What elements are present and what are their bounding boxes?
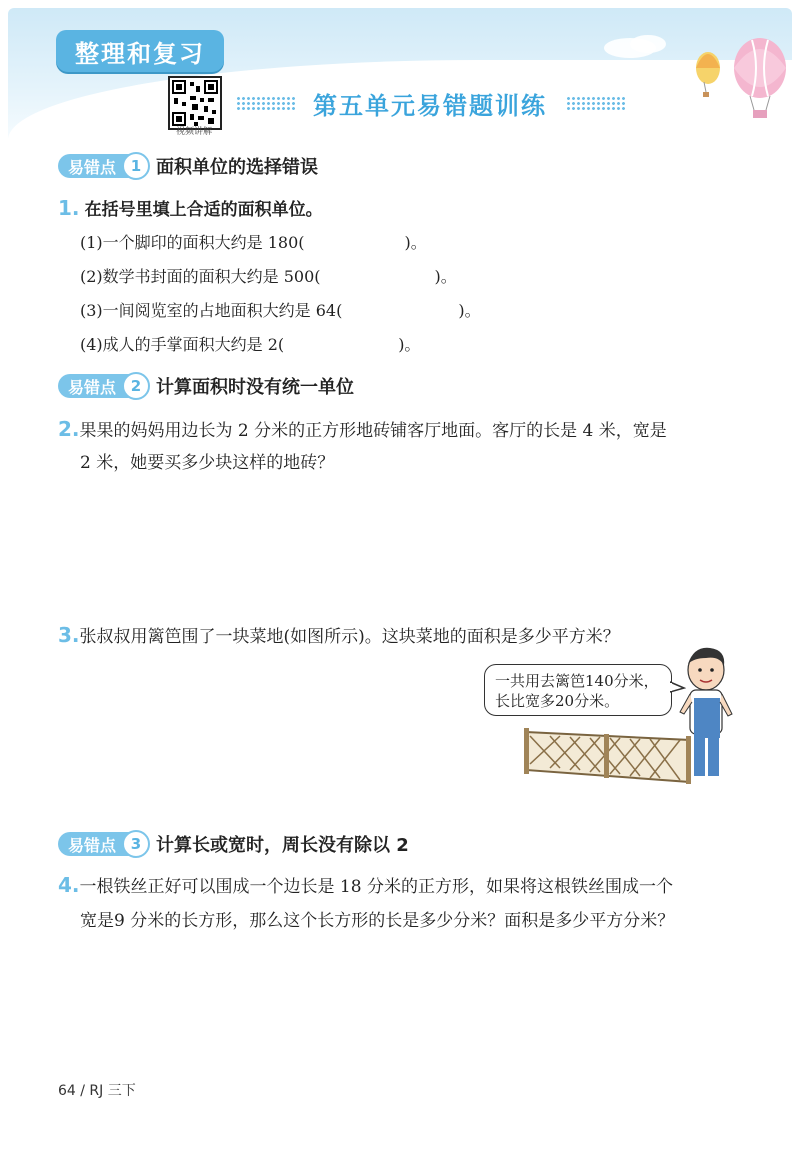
unit-title: 第五单元易错题训练 xyxy=(313,92,547,120)
question-number: 1. xyxy=(58,196,80,220)
section-badge: 易错点 xyxy=(58,154,140,178)
balloons-illustration xyxy=(600,20,800,130)
question-2 xyxy=(58,412,748,448)
section-badge: 易错点 xyxy=(58,374,140,398)
question-2-line-2: 2 米，她要买多少块这样的地砖？ xyxy=(80,453,335,473)
question-number: 3. xyxy=(58,623,80,647)
q1-item-text: (2)数学书封面的面积大约是 500( xyxy=(80,267,321,286)
q1-item-close: )。 xyxy=(398,335,421,354)
question-number: 4. xyxy=(58,873,80,897)
boy-illustration xyxy=(676,642,740,782)
q1-item-close: )。 xyxy=(434,267,457,286)
question-3 xyxy=(58,618,620,654)
section-number: 1 xyxy=(122,152,150,180)
section-2-header xyxy=(58,372,354,400)
qr-caption: 视频讲解 xyxy=(175,127,212,137)
q1-item-3 xyxy=(80,298,481,321)
q1-item-text: (1)一个脚印的面积大约是 180( xyxy=(80,233,305,252)
section-title: 面积单位的选择错误 xyxy=(156,157,319,178)
speech-bubble xyxy=(484,664,672,716)
section-number: 2 xyxy=(122,372,150,400)
q1-item-close: )。 xyxy=(404,233,427,252)
question-text-line-1: 一根铁丝正好可以围成一个边长是 18 分米的正方形，如果将这根铁丝围成一个 xyxy=(79,877,673,897)
section-badge: 易错点 xyxy=(58,832,140,856)
speech-line-1: 一共用去篱笆140分米， xyxy=(495,672,659,690)
section-title: 计算长或宽时，周长没有除以 2 xyxy=(156,835,409,856)
question-text: 张叔叔用篱笆围了一块菜地(如图所示)。这块菜地的面积是多少平方米？ xyxy=(79,627,620,647)
q1-item-close: )。 xyxy=(458,301,481,320)
question-1 xyxy=(58,195,323,220)
question-text-line-1: 果果的妈妈用边长为 2 分米的正方形地砖铺客厅地面。客厅的长是 4 米，宽是 xyxy=(79,421,667,441)
question-number: 2. xyxy=(58,417,80,441)
q1-item-text: (4)成人的手掌面积大约是 2( xyxy=(80,335,285,354)
question-4-line-2: 宽是9 分米的长方形，那么这个长方形的长是多少分米？面积是多少平方分米？ xyxy=(80,911,675,931)
q1-item-text: (3)一间阅览室的占地面积大约是 64( xyxy=(80,301,343,320)
q1-item-1 xyxy=(80,230,427,253)
page-footer: 64 / RJ 三下 xyxy=(58,1083,136,1099)
q1-item-2 xyxy=(80,264,457,287)
section-title: 计算面积时没有统一单位 xyxy=(156,377,355,398)
question-text: 在括号里填上合适的面积单位。 xyxy=(84,200,323,220)
header-tab-label: 整理和复习 xyxy=(75,39,205,68)
section-number: 3 xyxy=(122,830,150,858)
section-1-header xyxy=(58,152,318,180)
question-4 xyxy=(58,868,758,904)
speech-bubble-tail xyxy=(670,680,686,694)
qr-code-icon[interactable] xyxy=(168,76,222,130)
title-dots-left xyxy=(236,96,296,110)
title-dots-right xyxy=(566,96,626,110)
section-3-header xyxy=(58,830,409,858)
fence-illustration xyxy=(520,712,700,792)
q1-item-4 xyxy=(80,332,420,355)
speech-line-2: 长比宽多20分米。 xyxy=(495,692,620,710)
